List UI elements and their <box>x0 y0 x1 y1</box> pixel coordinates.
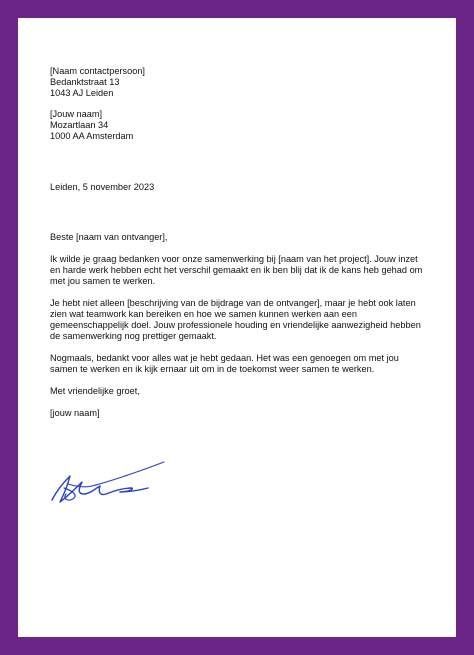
handwritten-signature <box>48 458 168 508</box>
paragraph-closing-thanks: Nogmaals, bedankt voor alles wat je hebt gedaan. Het was een genoegen om met jou samen te werken en ik kijk ernaar uit om in de toekomst weer samen te werken. <box>50 353 399 374</box>
sender-city: 1000 AA Amsterdam <box>50 131 134 141</box>
letter-page <box>18 18 456 637</box>
sender-name: [Jouw naam] <box>50 109 103 119</box>
signoff-name: [jouw naam] <box>50 408 100 418</box>
recipient-address <box>50 66 428 99</box>
letter-body <box>50 66 428 430</box>
recipient-street: Bedanktstraat 13 <box>50 77 120 87</box>
sender-street: Mozartlaan 34 <box>50 120 109 130</box>
paragraph-thanks: Ik wilde je graag bedanken voor onze samenwerking bij [naam van het project]. Jouw inzet en harde werk hebben echt het verschil gemaakt en ik ben blij dat ik de kans heb gehad om met jou samen te werken. <box>50 254 423 286</box>
paragraph-contribution: Je hebt niet alleen [beschrijving van de bijdrage van de ontvanger], maar je hebt ook laten zien wat teamwork kan bereiken en hoe we samen kunnen werken aan een gemeenschappelijk doel. Jouw professionele houding en vriendelijke aanwezigheid hebben de samenwerking nog prettiger gemaakt. <box>50 298 421 341</box>
recipient-city: 1043 AJ Leiden <box>50 88 114 98</box>
letter-date: Leiden, 5 november 2023 <box>50 182 155 192</box>
letter-greeting: Beste [naam van ontvanger], <box>50 232 168 242</box>
letter-closing: Met vriendelijke groet, <box>50 386 140 396</box>
recipient-name: [Naam contactpersoon] <box>50 66 145 76</box>
sender-address <box>50 109 428 142</box>
